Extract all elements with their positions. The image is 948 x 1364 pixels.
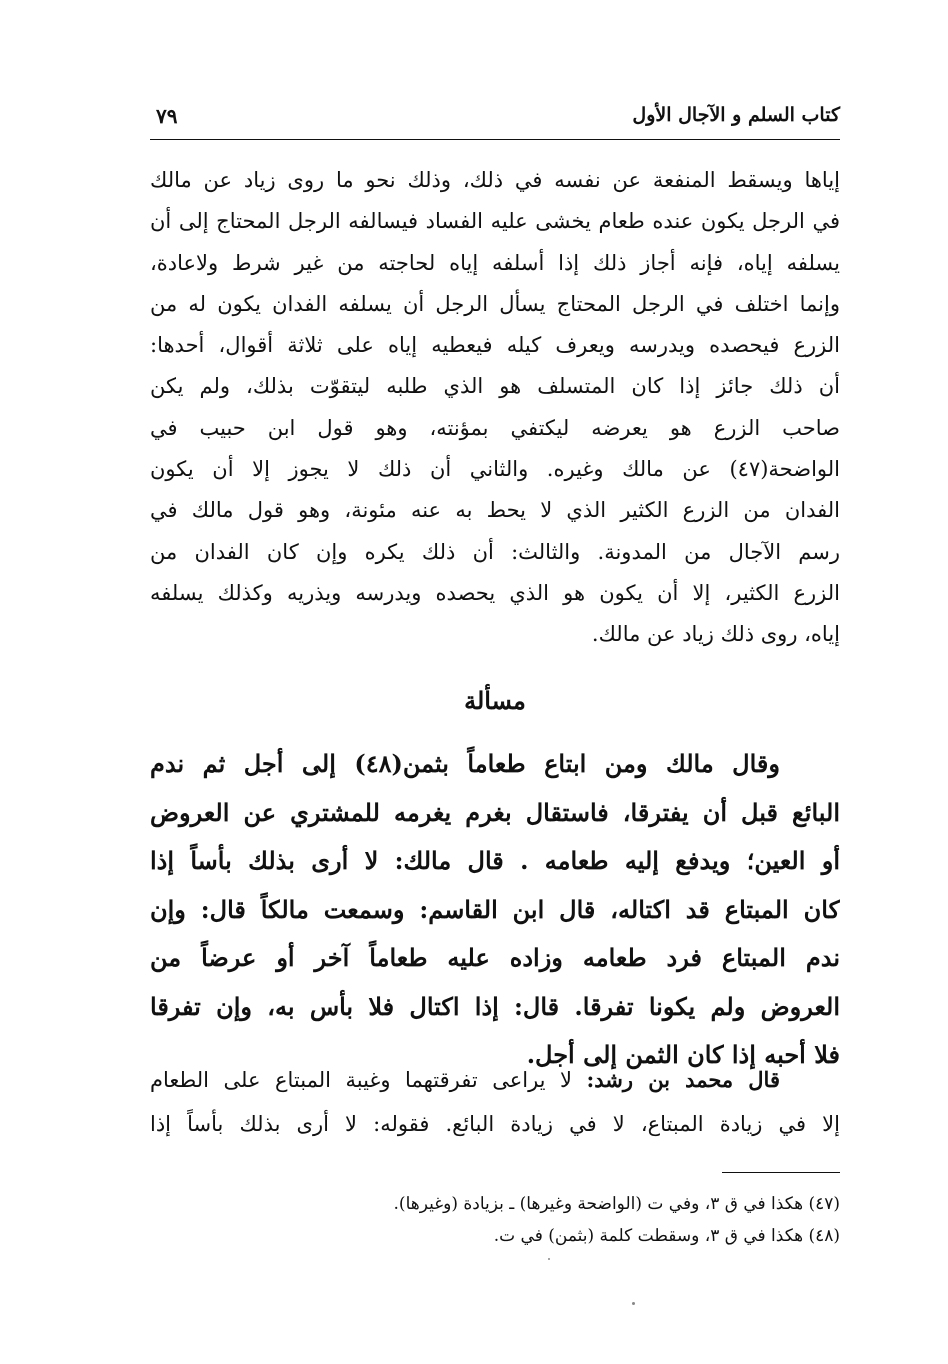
paragraph-3-text: لا يراعى تفرقتهما وغيبة المبتاع على الطعام: [150, 1068, 587, 1092]
footnote-rule: [722, 1172, 840, 1173]
paragraph-1-line: أن ذلك جائز إذا كان المتسلف هو الذي طلبه ليتقوّت بذلك، ولم يكن: [150, 374, 840, 399]
header-rule: [150, 139, 840, 140]
paragraph-1-line: إياه، روى ذلك زياد عن مالك.: [591, 622, 840, 647]
paragraph-1-line: الزرع فيحصده ويدرسه ويعرف كيله فيعطيه إياه على ثلاثة أقوال، أحدها:: [150, 333, 840, 358]
paragraph-1-line: الزرع الكثير، إلا أن يكون هو الذي يحصده ويدرسه ويذريه وكذلك يسلفه: [150, 580, 840, 605]
paragraph-1-line: وإنما اختلف في الرجل المحتاج يسأل الرجل أن يسلفه الفدان يكون له من: [150, 291, 840, 316]
paragraph-1: [150, 160, 840, 656]
paragraph-1-line: إياها ويسقط المنفعة عن نفسه في ذلك، وذلك نحو ما روى زياد عن مالك: [150, 168, 840, 192]
paragraph-1-line: في الرجل يكون عنده طعام يخشى عليه الفساد فيسالفه الرجل المحتاج إلى أن: [150, 209, 840, 234]
speaker-name: قال محمد بن رشد:: [586, 1067, 780, 1092]
footnotes: [150, 1188, 840, 1252]
footnote: (٤٧) هكذا في ق ٣، وفي ت (الواضحة وغيرها) ـ بزيادة (وغيرها).: [393, 1194, 840, 1214]
paragraph-2-line: وقال مالك ومن ابتاع طعاماً بثمن(٤٨) إلى أجل ثم ندم: [150, 749, 780, 778]
page-number: ٧٩: [156, 104, 178, 128]
footnote: (٤٨) هكذا في ق ٣، وسقطت كلمة (بثمن) في ت.: [493, 1226, 840, 1246]
paragraph-2-line: العروض ولم يكونا تفرقا. قال: إذا اكتال فلا بأس به، وإن تفرقا: [150, 991, 840, 1021]
paragraph-1-line: رسم الآجال من المدونة. والثالث: أن ذلك يكره وإن كان الفدان من: [150, 539, 840, 564]
paragraph-1-line: الفدان من الزرع الكثير الذي لا يحط به عنه مئونة، وهو قول مالك في: [150, 498, 840, 523]
page-header: [150, 100, 840, 136]
paragraph-2-line: فلا أحبه إذا كان الثمن إلى أجل.: [526, 1040, 840, 1069]
paragraph-3-line: إلا في زيادة المبتاع، لا في زيادة البائع. فقوله: لا أرى بذلك بأساً إذا: [150, 1112, 840, 1136]
paragraph-1-line: الواضحة(٤٧) عن مالك وغيره. والثاني أن ذلك لا يجوز إلا أن يكون: [150, 457, 840, 482]
paragraph-2-line: البائع قبل أن يفترقا، فاستقال بغرم يغرمه للمشتري عن العروض: [150, 797, 840, 827]
paragraph-1-line: صاحب الزرع هو يعرضه ليكتفي بمؤنته، وهو قول ابن حبيب في: [150, 415, 840, 440]
running-title: كتاب السلم و الآجال الأول: [632, 104, 840, 126]
print-speck: [548, 1258, 550, 1260]
paragraph-3-line: [150, 1058, 840, 1102]
print-speck: [632, 1302, 635, 1305]
paragraph-1-line: يسلفه إياه، فإنه أجاز ذلك إذا أسلفه إياه لحاجته من غير شرط ولاعادة،: [150, 250, 840, 275]
section-title: مسألة: [464, 686, 526, 715]
paragraph-3: [150, 1058, 840, 1146]
paragraph-2-line: ندم المبتاع فرد طعامه وزاده عليه طعاماً آخر أو عرضاً من: [150, 943, 840, 972]
paragraph-2: [150, 740, 840, 1080]
paragraph-2-line: كان المبتاع قد اكتاله، قال ابن القاسم: وسمعت مالكاً قال: وإن: [150, 894, 840, 924]
paragraph-2-line: أو العين؛ ويدفع إليه طعامه . قال مالك: لا أرى بذلك بأساً إذا: [150, 846, 840, 875]
